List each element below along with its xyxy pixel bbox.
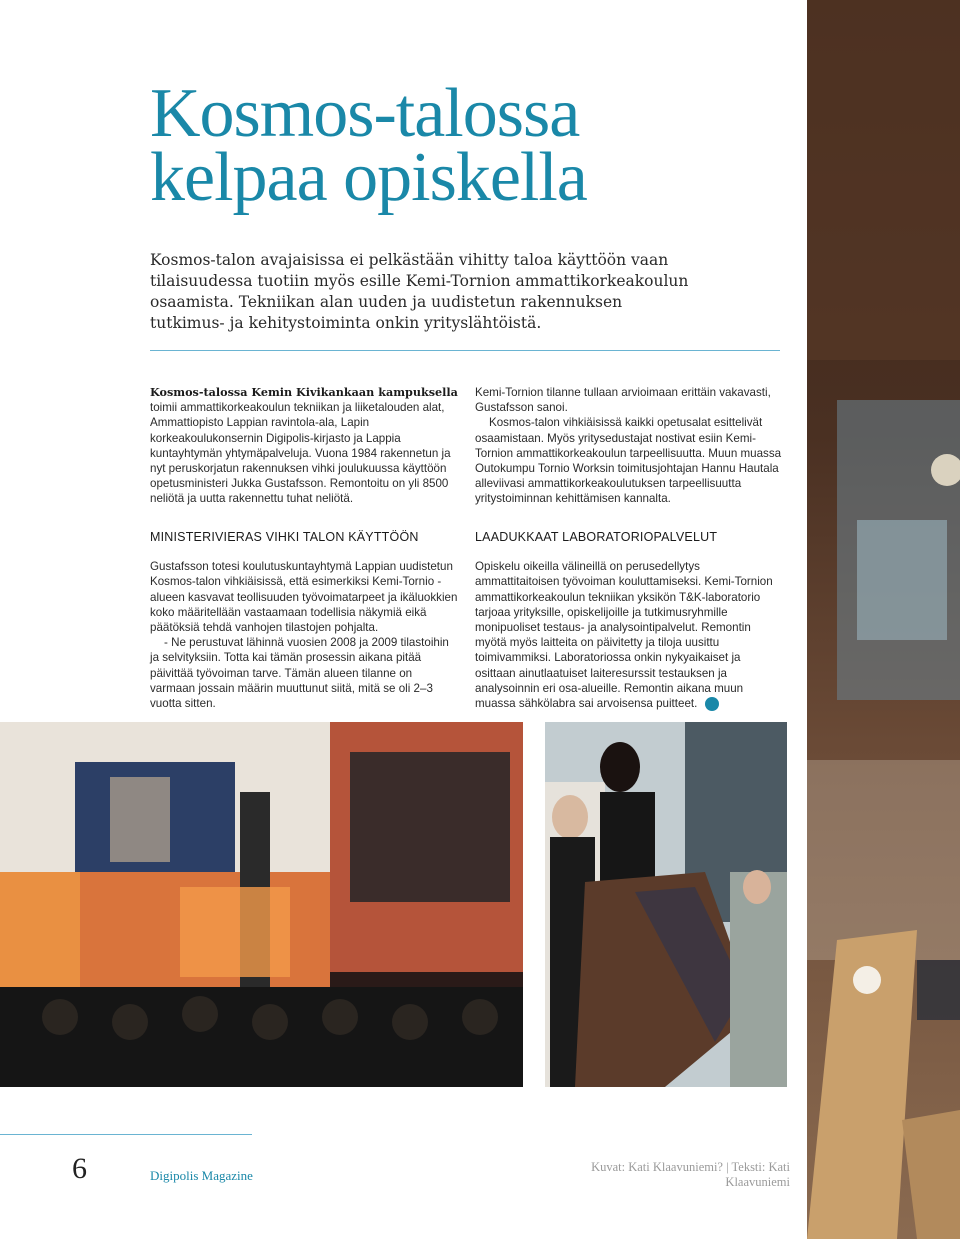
intro-lead-in: Kosmos-talossa Kemin Kivikankaan kampuksella — [150, 385, 458, 399]
intro-paragraph — [150, 385, 458, 507]
atrium-photo — [807, 0, 960, 1239]
lead-paragraph — [150, 250, 710, 334]
section-heading: MINISTERIVIERAS VIHKI TALON KÄYTTÖÖN — [150, 530, 419, 544]
lead-line: osaamista. Tekniikan alan uuden ja uudistetun rakennuksen — [150, 293, 623, 311]
body-paragraph: Kosmos-talon vihkiäisissä kaikki opetusalat esittelivät osaamistaan. Myös yritysedustajat nostivat esiin Kemi-Tornion ammattikorkeakoulun tarpeellisuutta. Muun muassa Outokumpu Tornio Worksin toimitusjohtajan Hannu Hautala alleviivasi ammattikorkeakoulutuksen tarpeellisuutta yritystoiminnan kehittämisen kannalta. — [475, 416, 782, 506]
body-paragraph: Kemi-Tornion tilanne tullaan arvioimaan erittäin vakavasti, Gustafsson sanoi. — [475, 386, 771, 415]
body-paragraph — [475, 559, 783, 711]
lead-line: Kosmos-talon avajaisissa ei pelkästään vihitty taloa käyttöön vaan — [150, 251, 669, 269]
intro-text: toimii ammattikorkeakoulun tekniikan ja liiketalouden alat, Ammattiopisto Lappian ravintola-ala, Lapin korkeakoulukonsernin Digipolis-kirjasto ja Lappia kuntayhtymän yhtymäpalveluja. Vuona 1984 rakennetun ja nyt peruskorjatun rakennuksen vihki joulukuussa käyttöön opetusministeri Jukka Gustafsson. Remontoitu on yli 8500 neliötä ja uutta rakennettu tuhat neliötä. — [150, 401, 451, 506]
body-paragraph: - Ne perustuvat lähinnä vuosien 2008 ja 2009 tilastoihin ja selvityksiin. Totta kai tämän prosessin aikana pitää päivittää työvoiman tarve. Tämän alueen tilanne on varmaan jossain määrin muuttunut siitä, mitä se oli 2–3 vuotta sitten. — [150, 636, 449, 711]
atrium-photo-image — [807, 0, 960, 1239]
article-end-mark-icon — [705, 697, 719, 711]
fashion-photo-image — [545, 722, 787, 1087]
footer-rule — [0, 1134, 252, 1135]
right-column-top — [475, 385, 783, 507]
fashion-photo — [545, 722, 787, 1087]
left-column — [150, 385, 458, 507]
article-title — [150, 75, 770, 216]
lab-paragraph-text: Opiskelu oikeilla välineillä on perusedellytys ammattitaitoisen työvoiman kouluttamiseksi. Kemi-Tornion ammattikorkeakoulun tekniikan yksikön T&K-laboratorio tarjoaa yrityksille, opiskelijoille ja tutkimusryhmille monipuoliset testaus- ja analysointipalvelut. Remontin myötä myös laitteita on päivitetty ja tiloja uusittu toimivammiksi. Laboratoriossa onkin nykyaikaiset ja osittaan ainutlaatuiset laiteresurssit testauksen ja analysoinnin eri osa-alueille. Remontin aikana muun muassa sähkölabra sai arvoisensa puitteet. — [475, 560, 773, 711]
photo-credits: Kuvat: Kati Klaavuniemi? | Teksti: Kati Klaavuniemi — [591, 1160, 790, 1189]
section-heading: LAADUKKAAT LABORATORIOPALVELUT — [475, 530, 718, 544]
title-line-2: kelpaa opiskella — [150, 139, 587, 216]
section-ministerivieras — [150, 530, 458, 711]
lead-line: tilaisuudessa tuotiin myös esille Kemi-Tornion ammattikorkeakoulun — [150, 272, 689, 290]
auditorium-photo-image — [0, 722, 523, 1087]
lead-line: tutkimus- ja kehitystoiminta onkin yrityslähtöistä. — [150, 314, 542, 332]
divider-rule — [150, 350, 780, 351]
auditorium-photo — [0, 722, 523, 1087]
section-laboratorio — [475, 530, 783, 711]
body-paragraph: Gustafsson totesi koulutuskuntayhtymä Lappian uudistetun Kosmos-talon vihkiäisissä, että esimerkiksi Kemi-Tornio -alueen kasvavat teollisuuden työvoimatarpeet ja ikäluokkien koko määritellään vastaamaan todellisia näkymiä eikä päätöksiä tehdä vanhojen tilastojen pohjalta. — [150, 560, 458, 635]
title-line-1: Kosmos-talossa — [150, 75, 580, 152]
magazine-name: Digipolis Magazine — [150, 1168, 253, 1183]
page-number: 6 — [72, 1152, 87, 1185]
